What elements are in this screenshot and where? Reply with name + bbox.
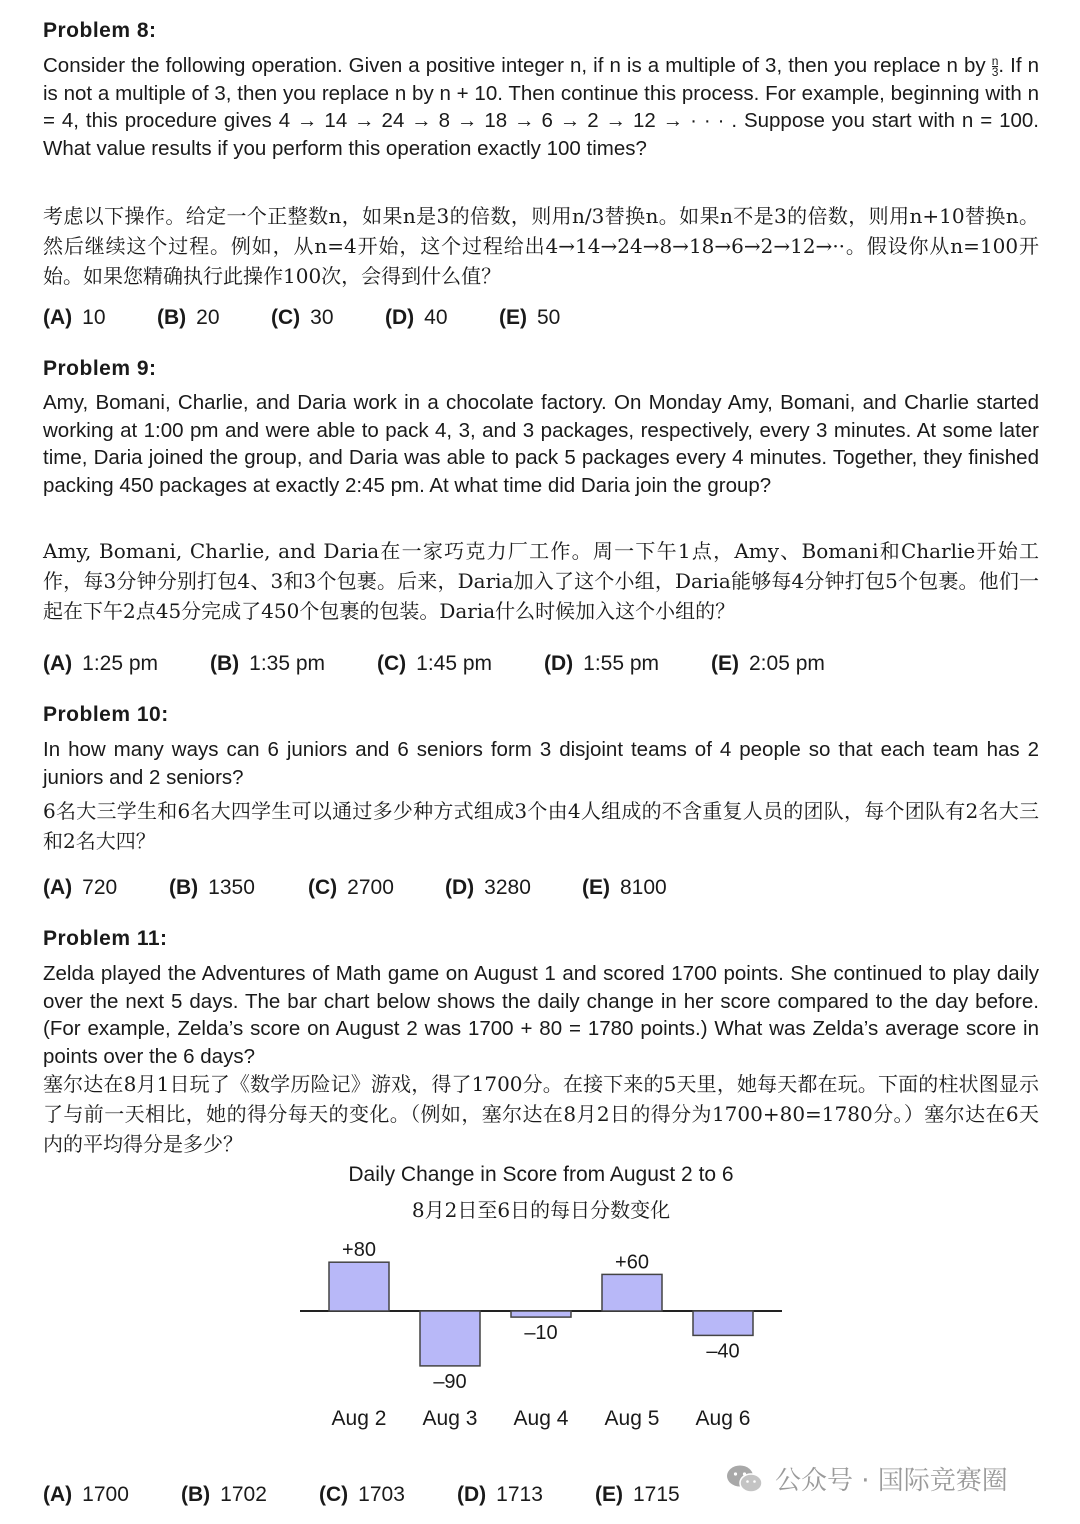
data-label: +80 [342,1239,376,1262]
bar-aug-4 [511,1311,571,1317]
choice-e: (E) 8100 [582,876,667,899]
chart-title: Daily Change in Score from August 2 to 6 [348,1163,734,1186]
choice-b: (B) 1702 [181,1483,267,1506]
data-label: –10 [524,1322,558,1345]
bar-aug-3 [420,1311,480,1366]
problem-9-chinese: Amy, Bomani, Charlie, and Daria在一家巧克力厂工作。周一下午1点，Amy、Bomani和Charlie开始工作，每3分钟分别打包4、3和3个包裹。后来，Daria加入了这个小组，Daria能够每4分钟打包5个包裹。他们一起在下午2点45分完成了450个包裹的包装。Daria什么时候加入这个小组的？ [43,539,1039,623]
choice-e: (E) 1715 [595,1483,680,1506]
choice-a: (A) 10 [43,306,106,329]
data-label: +60 [615,1251,649,1274]
bar-aug-5 [602,1274,662,1311]
problem-11-title: Problem 11: [43,927,168,950]
problem-9-choices [43,652,825,676]
wechat-icon [725,1463,765,1495]
choice-a: (A) 720 [43,876,118,899]
category-label: Aug 2 [331,1407,387,1430]
problem-11-english: Zelda played the Adventures of Math game on August 1 and scored 1700 points. She continued to play daily over the next 5 days. The bar chart below shows the daily change in her score compared to the day before. (For example, Zelda’s score on August 2 was 1700 + 80 = 1780 points.) What was Zelda’s average score in points over the 6 days? [43,962,1039,1068]
category-label: Aug 6 [695,1407,751,1430]
category-label: Aug 5 [604,1407,660,1430]
problem-9-title: Problem 9: [43,357,157,380]
problem-10-title: Problem 10: [43,703,169,726]
data-label: –90 [433,1370,467,1393]
problem-10-chinese: 6名大三学生和6名大四学生可以通过多少种方式组成3个由4人组成的不含重复人员的团队，每个团队有2名大三和2名大四？ [43,799,1039,853]
choice-c: (C) 30 [271,306,334,329]
problem-10-english: In how many ways can 6 juniors and 6 seniors form 3 disjoint teams of 4 people so that each team has 2 juniors and 2 seniors? [43,738,1039,789]
problem-8-choices [43,306,560,330]
choice-e: (E) 2:05 pm [711,652,825,675]
choice-a: (A) 1:25 pm [43,652,159,675]
choice-a: (A) 1700 [43,1483,129,1506]
category-label: Aug 3 [422,1407,478,1430]
bar-chart [280,1228,800,1443]
category-label: Aug 4 [513,1407,569,1430]
problem-8-chinese: 考虑以下操作。给定一个正整数n，如果n是3的倍数，则用n/3替换n。如果n不是3的倍数，则用n+10替换n。然后继续这个过程。例如，从n=4开始，这个过程给出4→14→24→8→18→6→2→12→··。假设你从n=100开始。如果您精确执行此操作100次，会得到什么值？ [43,204,1039,288]
choice-c: (C) 1:45 pm [377,652,493,675]
problem-8-title: Problem 8: [43,19,157,42]
choice-c: (C) 1703 [319,1483,405,1506]
fraction-n-over-3: $\frac{n}{3}$ [991,54,999,80]
choice-d: (D) 1:55 pm [544,652,660,675]
problem-11-chinese: 塞尔达在8月1日玩了《数学历险记》游戏，得了1700分。在接下来的5天里，她每天都在玩。下面的柱状图显示了与前一天相比，她的得分每天的变化。（例如，塞尔达在8月2日的得分为1700+80=1780分。）塞尔达在6天内的平均得分是多少？ [43,1072,1039,1156]
choice-d: (D) 3280 [445,876,531,899]
watermark [725,1460,1008,1497]
data-label: –40 [706,1340,740,1363]
bar-aug-2 [329,1262,389,1311]
choice-b: (B) 1:35 pm [210,652,326,675]
choice-b: (B) 1350 [169,876,255,899]
chart-subtitle: 8月2日至6日的每日分数变化 [411,1198,671,1222]
choice-b: (B) 20 [157,306,220,329]
problem-9-english: Amy, Bomani, Charlie, and Daria work in a chocolate factory. On Monday Amy, Bomani, and Charlie started working at 1:00 pm and were able to pack 4, 3, and 3 packages, respectively, every 3 minutes. At some later time, Daria joined the group, and Daria was able to pack 5 packages every 4 minutes. Together, they finished packing 450 packages at exactly 2:45 pm. At what time did Daria join the group? [43,391,1039,497]
problem-11-choices [43,1483,680,1507]
bar-aug-6 [693,1311,753,1335]
choice-e: (E) 50 [499,306,561,329]
watermark-text: 公众号 · 国际竞赛圈 [775,1466,1008,1496]
choice-c: (C) 2700 [308,876,394,899]
problem-10-choices [43,876,667,900]
problem-8-english: Consider the following operation. Given a positive integer n, if n is a multiple of 3, then you replace n by $\frac{n}{3}$ . If n is not a multiple of 3, then you replace n by n + 10. Then continue this process. For example, beginning with n = 4, this procedure gives 4 → 14 → 24 → 8 → 18 → 6 → 2 → 12 → · · · . Suppose you start with n = 100. What value results if you perform this operation exactly 100 times? [43,54,1039,160]
choice-d: (D) 1713 [457,1483,543,1506]
choice-d: (D) 40 [385,306,448,329]
